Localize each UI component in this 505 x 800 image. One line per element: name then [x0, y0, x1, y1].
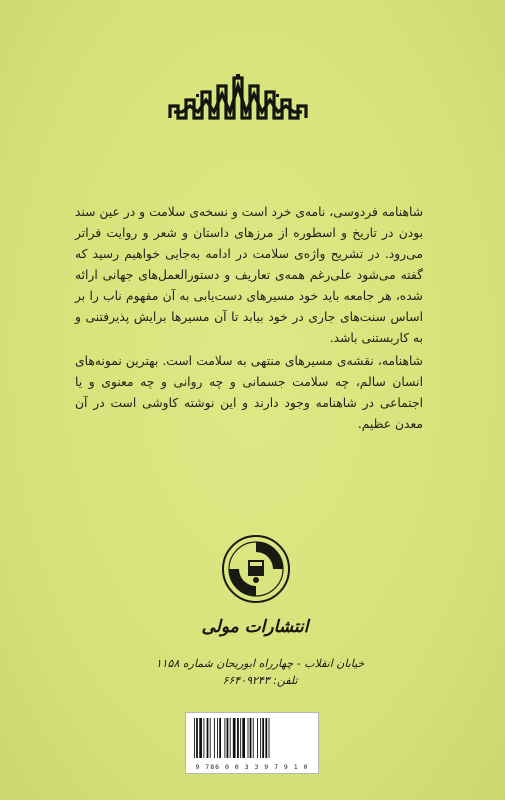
publisher-address: خیابان انقلاب - چهارراه ابوریحان شماره ۱۱۵۸ [155, 657, 365, 670]
description-paragraph-1: شاهنامه فردوسی، نامه‌ی خرد است و نسخه‌ی سلامت و در عین سند بودن در تاریخ و اسطوره از مرزهای داستان و شعر و روایت فراتر می‌رود. در تشریح واژه‌ی سلامت در ادامه به‌جایی خواهیم رسید که گفته می‌شود علی‌رغم همه‌ی تعاریف و دستورالعمل‌های جهانی ارائه شده، هر جامعه باید خود مسیرهای دست‌یابی به آن مفهوم ناب را بر اساس سنت‌های جاری در خود بیابد تا آن مسیرها برایش پذیرفتنی و به کاربستنی باشد. [75, 205, 423, 345]
barcode-bars-icon [192, 718, 312, 758]
publisher-name: انتشارات مولی [201, 617, 309, 637]
back-cover-description [75, 202, 423, 435]
publisher-contact [110, 655, 410, 689]
publisher-phone: تلفن: ۶۶۴۰۹۲۴۳ [222, 674, 298, 687]
barcode-digits: 9 786 0 0 3 3 9 7 9 1 0 [195, 763, 309, 771]
isbn-barcode [185, 712, 319, 774]
description-paragraph-2: شاهنامه، نقشه‌ی مسیرهای منتهی به سلامت است. بهترین نمونه‌های انسان سالم، چه سلامت جسمانی و چه روانی و چه معنوی و یا اجتماعی در شاهنامه وجود دارند و این نوشته کاوشی است در آن معدن عظیم. [75, 354, 423, 431]
calligraphic-knot-pattern-icon [166, 72, 310, 122]
publisher-emblem-icon [221, 534, 291, 604]
